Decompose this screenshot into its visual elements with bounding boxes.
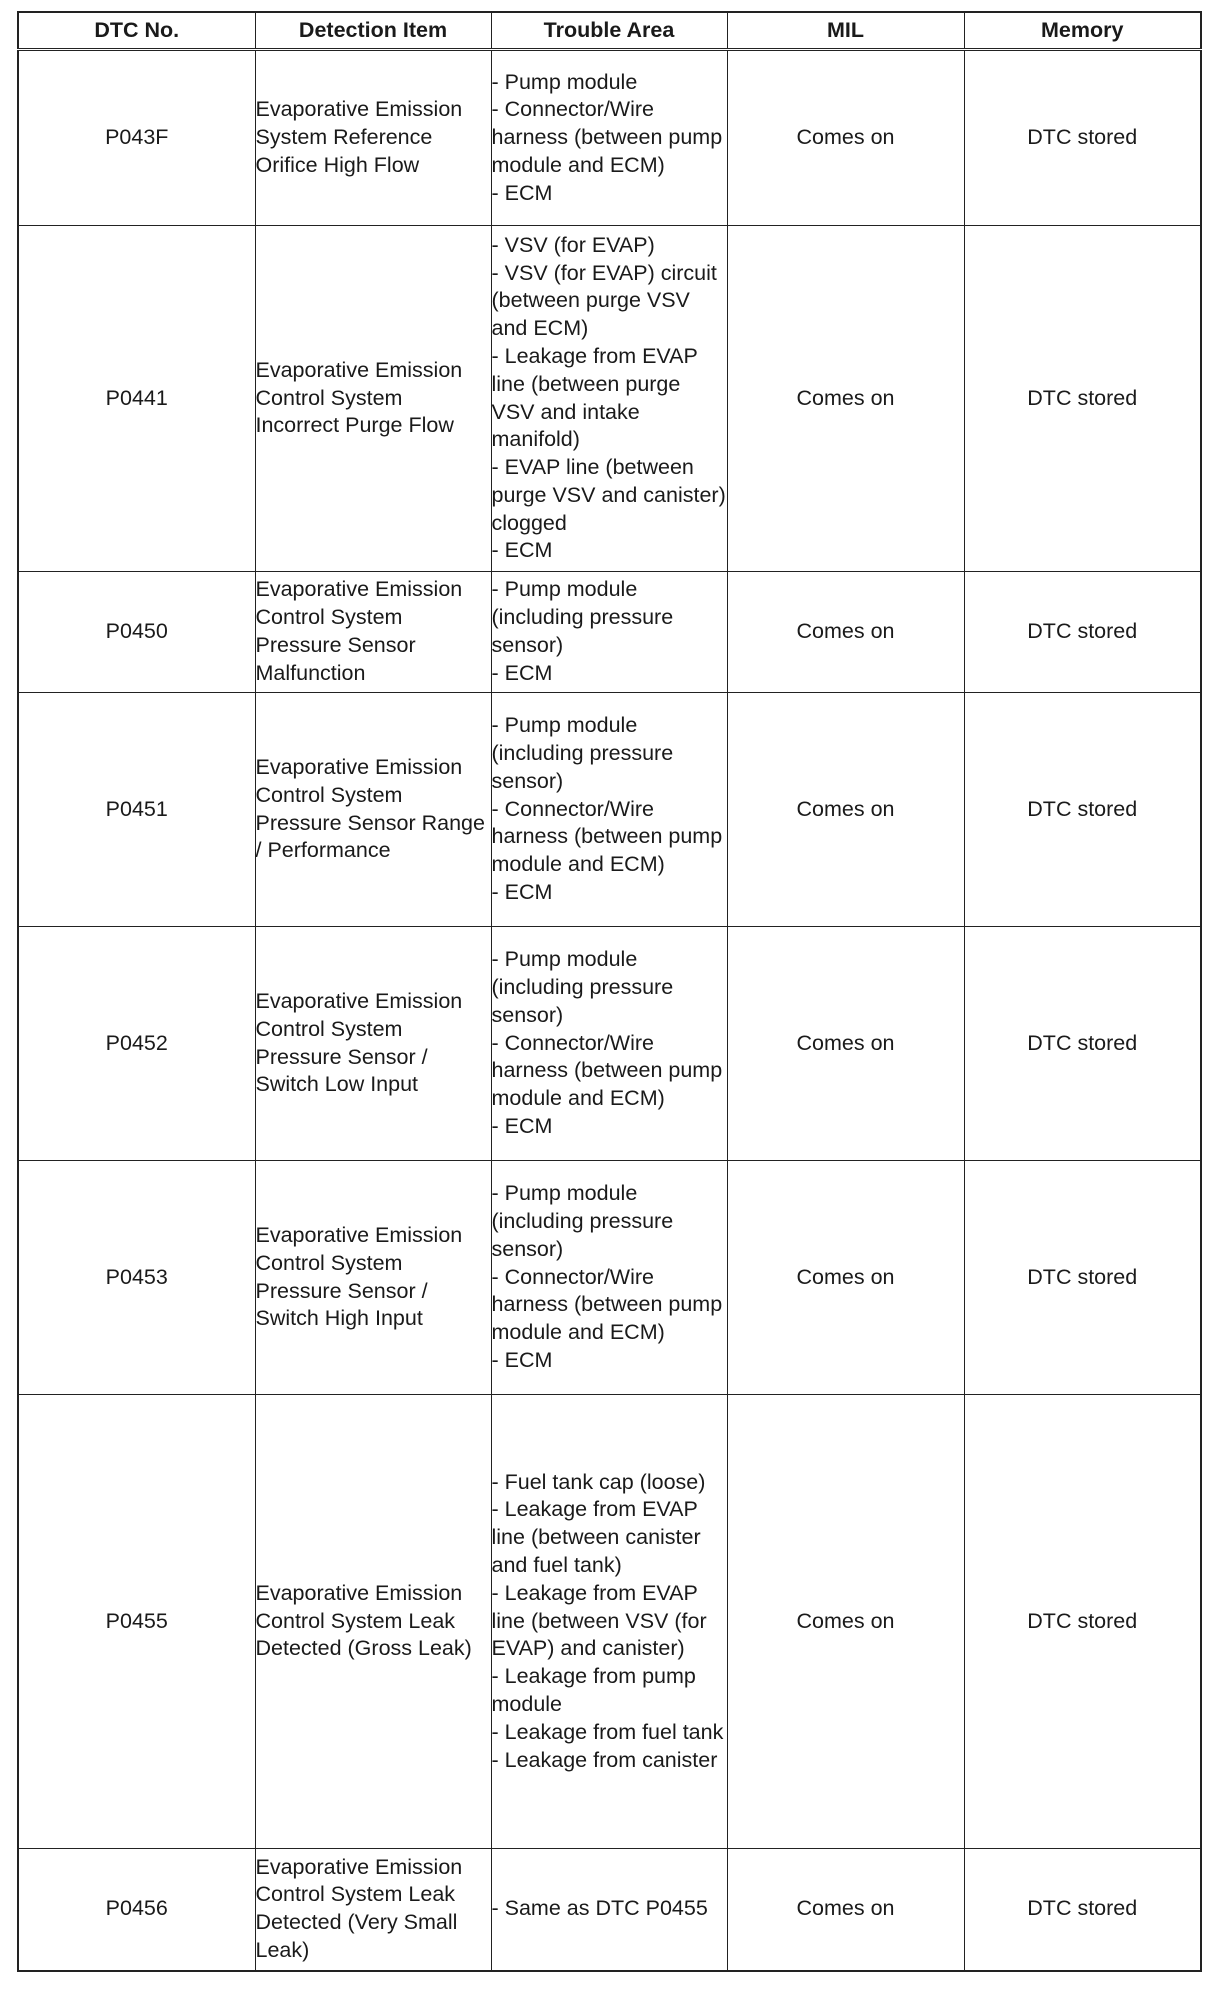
mil-cell: Comes on xyxy=(727,226,964,572)
trouble-area-cell xyxy=(491,1395,727,1849)
trouble-area-item: - Pump module (including pressure sensor) xyxy=(491,1181,674,1261)
detection-item-cell: Evaporative Emission Control System Pressure Sensor Range / Performance xyxy=(255,693,491,927)
header-dtc-no: DTC No. xyxy=(18,12,255,50)
detection-item-cell: Evaporative Emission Control System Pressure Sensor / Switch Low Input xyxy=(255,927,491,1161)
dtc-code-cell: P0456 xyxy=(18,1849,255,1971)
memory-cell: DTC stored xyxy=(964,927,1201,1161)
detection-item-cell: Evaporative Emission Control System Leak Detected (Very Small Leak) xyxy=(255,1849,491,1971)
trouble-area-item: - Same as DTC P0455 xyxy=(491,1896,708,1921)
trouble-area-item: - ECM xyxy=(491,660,553,685)
mil-cell: Comes on xyxy=(727,572,964,693)
table-row xyxy=(18,927,1201,1161)
header-detection-item: Detection Item xyxy=(255,12,491,50)
dtc-code-cell: P0455 xyxy=(18,1395,255,1849)
trouble-area-cell xyxy=(491,927,727,1161)
trouble-area-item: - ECM xyxy=(491,1347,553,1372)
dtc-code-cell: P0441 xyxy=(18,226,255,572)
mil-cell: Comes on xyxy=(727,1849,964,1971)
table-header xyxy=(18,12,1201,50)
mil-cell: Comes on xyxy=(727,693,964,927)
header-row xyxy=(18,12,1201,50)
trouble-area-item: - Leakage from fuel tank xyxy=(491,1719,724,1744)
trouble-area-item: - Leakage from pump module xyxy=(491,1664,696,1716)
trouble-area-cell xyxy=(491,693,727,927)
trouble-area-item: - ECM xyxy=(491,879,553,904)
detection-item-cell: Evaporative Emission System Reference Orifice High Flow xyxy=(255,50,491,226)
trouble-area-item: - ECM xyxy=(491,538,553,563)
memory-cell: DTC stored xyxy=(964,1849,1201,1971)
trouble-area-item: - Pump module (including pressure sensor) xyxy=(491,947,674,1027)
mil-cell: Comes on xyxy=(727,50,964,226)
detection-item-cell: Evaporative Emission Control System Leak Detected (Gross Leak) xyxy=(255,1395,491,1849)
trouble-area-item: - Connector/Wire harness (between pump module and ECM) xyxy=(491,796,723,877)
trouble-area-cell xyxy=(491,1849,727,1971)
dtc-table xyxy=(17,11,1202,1972)
memory-cell: DTC stored xyxy=(964,1395,1201,1849)
trouble-area-item: - Fuel tank cap (loose) xyxy=(491,1469,706,1494)
trouble-area-cell xyxy=(491,1161,727,1395)
trouble-area-item: - ECM xyxy=(491,180,553,205)
header-memory: Memory xyxy=(964,12,1201,50)
table-row xyxy=(18,693,1201,927)
dtc-code-cell: P0453 xyxy=(18,1161,255,1395)
dtc-code-cell: P043F xyxy=(18,50,255,226)
header-mil: MIL xyxy=(727,12,964,50)
table-row xyxy=(18,50,1201,226)
dtc-code-cell: P0450 xyxy=(18,572,255,693)
trouble-area-item: - Leakage from canister xyxy=(491,1747,718,1772)
trouble-area-item: - Pump module (including pressure sensor) xyxy=(491,713,674,793)
trouble-area-item: - VSV (for EVAP) xyxy=(491,232,655,257)
trouble-area-cell xyxy=(491,572,727,693)
table-body xyxy=(18,50,1201,1971)
mil-cell: Comes on xyxy=(727,927,964,1161)
header-trouble-area: Trouble Area xyxy=(491,12,727,50)
memory-cell: DTC stored xyxy=(964,693,1201,927)
trouble-area-item: - Connector/Wire harness (between pump module and ECM) xyxy=(491,97,723,177)
table-row xyxy=(18,1161,1201,1395)
table-row xyxy=(18,572,1201,693)
memory-cell: DTC stored xyxy=(964,50,1201,226)
memory-cell: DTC stored xyxy=(964,226,1201,572)
table-row xyxy=(18,1395,1201,1849)
trouble-area-cell xyxy=(491,50,727,226)
memory-cell: DTC stored xyxy=(964,572,1201,693)
trouble-area-item: - EVAP line (between purge VSV and canister) clogged xyxy=(491,455,726,535)
table-row xyxy=(18,226,1201,572)
trouble-area-cell xyxy=(491,226,727,572)
trouble-area-item: - Leakage from EVAP line (between canister and fuel tank) xyxy=(491,1497,701,1577)
detection-item-cell: Evaporative Emission Control System Incorrect Purge Flow xyxy=(255,226,491,572)
trouble-area-item: - ECM xyxy=(491,1113,553,1138)
mil-cell: Comes on xyxy=(727,1395,964,1849)
detection-item-cell: Evaporative Emission Control System Pressure Sensor Malfunction xyxy=(255,572,491,693)
detection-item-cell: Evaporative Emission Control System Pressure Sensor / Switch High Input xyxy=(255,1161,491,1395)
memory-cell: DTC stored xyxy=(964,1161,1201,1395)
table-row xyxy=(18,1849,1201,1971)
trouble-area-item: - Leakage from EVAP line (between VSV (for EVAP) and canister) xyxy=(491,1580,707,1661)
dtc-code-cell: P0451 xyxy=(18,693,255,927)
trouble-area-item: - Pump module (including pressure sensor) xyxy=(491,577,674,657)
dtc-code-cell: P0452 xyxy=(18,927,255,1161)
trouble-area-item: - Connector/Wire harness (between pump module and ECM) xyxy=(491,1030,723,1111)
trouble-area-item: - Pump module xyxy=(491,69,638,94)
trouble-area-item: - Leakage from EVAP line (between purge VSV and intake manifold) xyxy=(491,343,698,452)
mil-cell: Comes on xyxy=(727,1161,964,1395)
trouble-area-item: - VSV (for EVAP) circuit (between purge VSV and ECM) xyxy=(491,260,717,341)
trouble-area-item: - Connector/Wire harness (between pump module and ECM) xyxy=(491,1264,723,1345)
